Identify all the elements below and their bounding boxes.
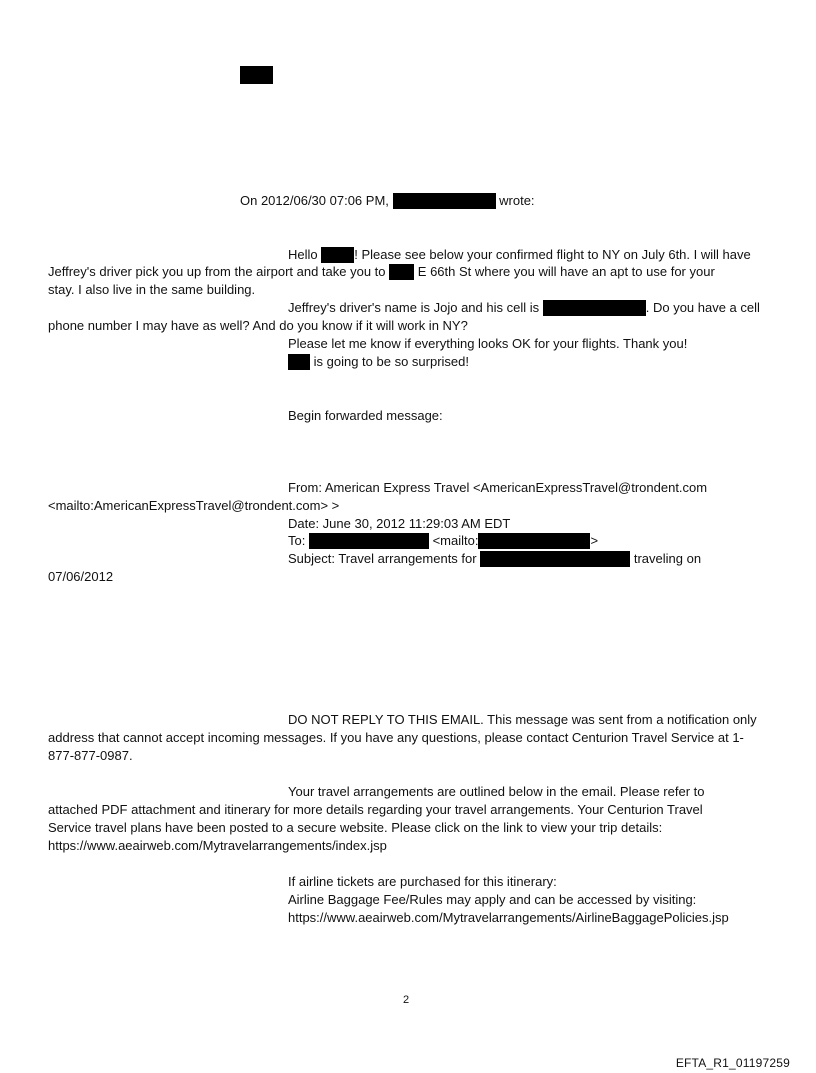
arrangements-line-2: attached PDF attachment and itinerary for more details regarding your travel arrangements. Your Centurion Travel xyxy=(48,802,703,817)
notice-line-1: DO NOT REPLY TO THIS EMAIL. This message was sent from a notification only xyxy=(288,712,757,727)
forward-to xyxy=(288,533,598,549)
arrangements-line-1: Your travel arrangements are outlined below in the email. Please refer to xyxy=(288,784,705,799)
line2-prefix: Jeffrey's driver pick you up from the airport and take you to xyxy=(48,264,386,279)
forward-subject-date: 07/06/2012 xyxy=(48,569,114,584)
redaction-block xyxy=(393,193,496,209)
body-hello-line xyxy=(288,247,751,263)
redaction-block xyxy=(309,533,429,549)
driver-rest: . Do you have a cell xyxy=(645,300,760,315)
body-line-2 xyxy=(48,264,715,280)
reply-header xyxy=(240,193,535,209)
baggage-link[interactable]: https://www.aeairweb.com/Mytravelarrangements/AirlineBaggagePolicies.jsp xyxy=(288,910,729,925)
to-label: To: xyxy=(288,533,306,548)
body-line-3: stay. I also live in the same building. xyxy=(48,282,256,297)
subject-prefix: Subject: Travel arrangements for xyxy=(288,551,477,566)
redaction-block xyxy=(288,354,310,370)
reply-header-prefix: On 2012/06/30 07:06 PM, xyxy=(240,193,389,208)
redaction-block xyxy=(480,551,630,567)
forward-subject xyxy=(288,551,701,567)
arrangements-line-3: Service travel plans have been posted to a secure website. Please click on the link to view your trip details: xyxy=(48,820,663,835)
reply-header-suffix: wrote: xyxy=(499,193,535,208)
to-mailto: <mailto: xyxy=(432,533,479,548)
notice-line-3: 877-877-0987. xyxy=(48,748,133,763)
baggage-line-1: If airline tickets are purchased for this itinerary: xyxy=(288,874,557,889)
body-driver-line xyxy=(288,300,760,316)
forward-from-2: <mailto:AmericanExpressTravel@trondent.com> > xyxy=(48,498,340,513)
forward-from-1: From: American Express Travel <AmericanExpressTravel@trondent.com xyxy=(288,480,708,495)
forward-begin: Begin forwarded message: xyxy=(288,408,443,423)
line7-text: is going to be so surprised! xyxy=(313,354,469,369)
body-line-5: phone number I may have as well? And do you know if it will work in NY? xyxy=(48,318,468,333)
redaction-block xyxy=(478,533,590,549)
document-id-footer: EFTA_R1_01197259 xyxy=(675,1056,790,1070)
driver-prefix: Jeffrey's driver's name is Jojo and his cell is xyxy=(288,300,540,315)
subject-suffix: traveling on xyxy=(633,551,702,566)
body-line-6: Please let me know if everything looks OK for your flights. Thank you! xyxy=(288,336,688,351)
forward-date: Date: June 30, 2012 11:29:03 AM EDT xyxy=(288,516,511,531)
hello-prefix: Hello xyxy=(288,247,318,262)
hello-rest: ! Please see below your confirmed flight to NY on July 6th. I will have xyxy=(354,247,751,262)
line2-rest: E 66th St where you will have an apt to use for your xyxy=(417,264,715,279)
redaction-block xyxy=(240,66,273,84)
redaction-block xyxy=(543,300,646,316)
redaction-block xyxy=(321,247,354,263)
baggage-line-2: Airline Baggage Fee/Rules may apply and can be accessed by visiting: xyxy=(288,892,697,907)
redaction-block xyxy=(389,264,414,280)
body-line-7 xyxy=(288,354,469,370)
to-close: > xyxy=(590,533,599,548)
notice-line-2: address that cannot accept incoming messages. If you have any questions, please contact Centurion Travel Service at 1- xyxy=(48,730,744,745)
arrangements-link[interactable]: https://www.aeairweb.com/Mytravelarrangements/index.jsp xyxy=(48,838,387,853)
page-number: 2 xyxy=(403,994,410,1006)
